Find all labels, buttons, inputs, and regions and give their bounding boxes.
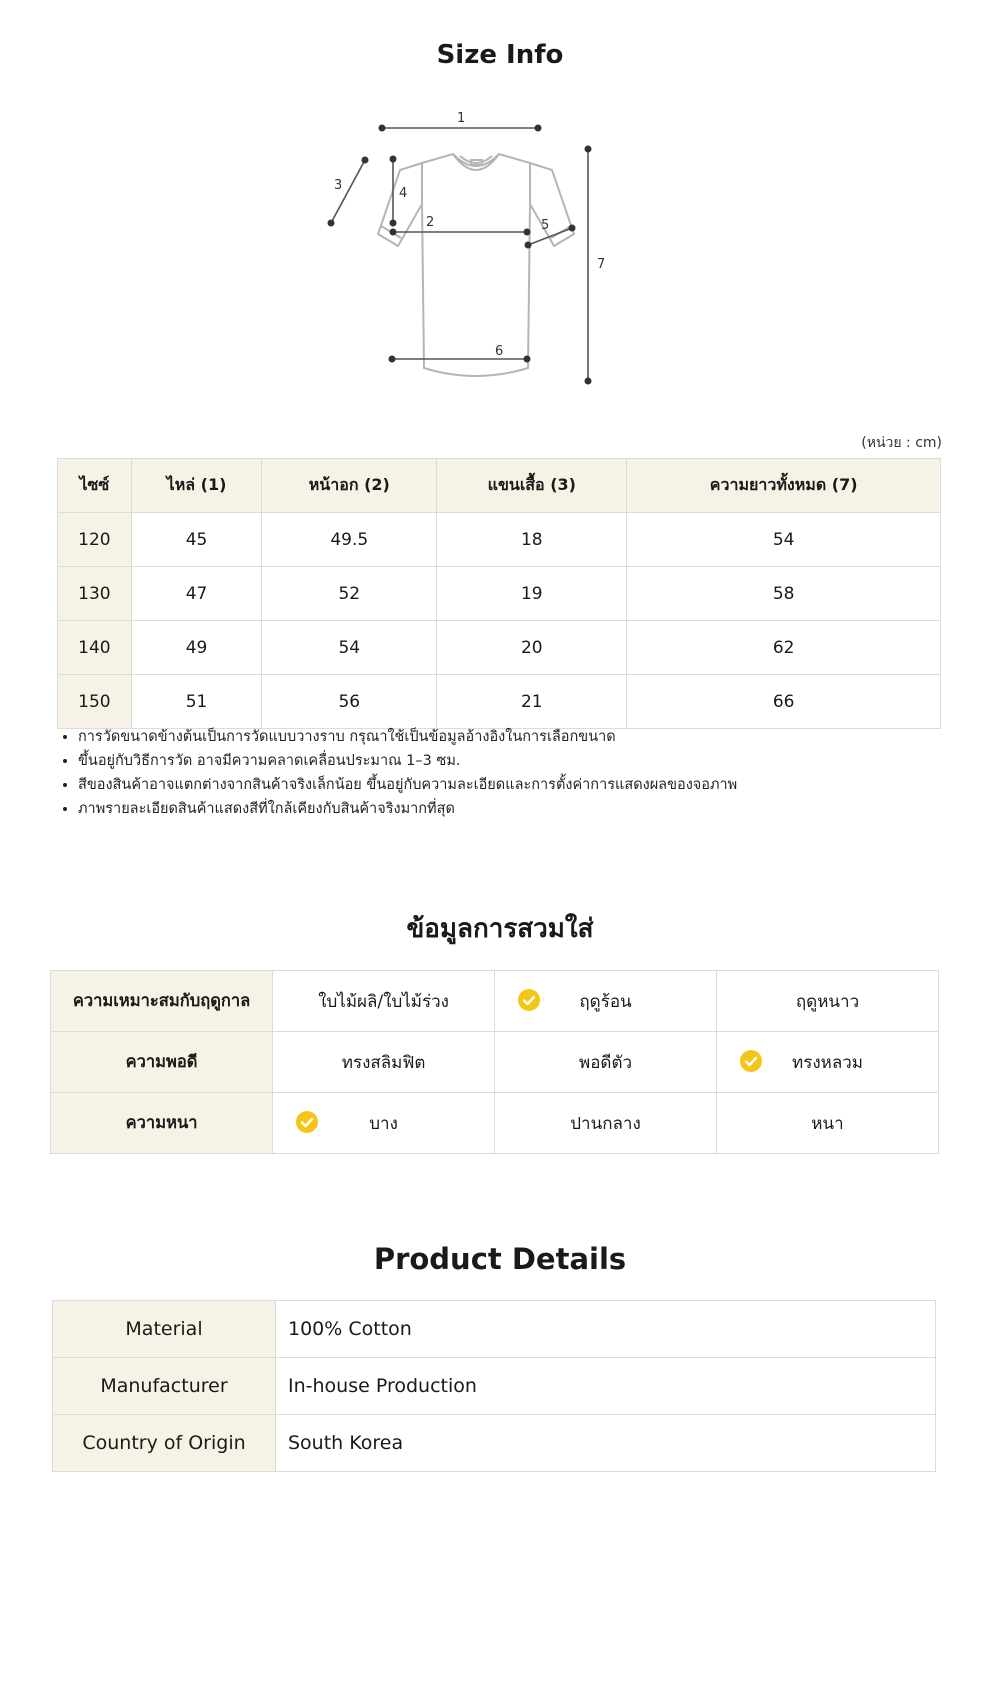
detail-value: South Korea (276, 1415, 936, 1472)
product-details-title: Product Details (373, 1242, 627, 1276)
cell-length: 62 (627, 621, 941, 675)
wear-row-fit (51, 1032, 939, 1093)
header-size: ไซซ์ (58, 459, 132, 513)
option-cell (716, 971, 938, 1032)
wear-info-table (50, 970, 939, 1154)
check-icon (295, 1110, 319, 1134)
option-cell (716, 1032, 938, 1093)
row-label-thickness: ความหนา (51, 1093, 273, 1154)
cell-chest: 54 (262, 621, 437, 675)
option-label: พอดีตัว (579, 1052, 633, 1073)
option-cell (495, 971, 717, 1032)
header-total-length: ความยาวทั้งหมด (7) (627, 459, 941, 513)
header-chest: หน้าอก (2) (262, 459, 437, 513)
cell-shoulder: 51 (131, 675, 262, 729)
size-notes (56, 725, 737, 821)
note-item: • สีของสินค้าอาจแตกต่างจากสินค้าจริงเล็กน้อย ขึ้นอยู่กับความละเอียดและการตั้งค่าการแสดงผลของจอภาพ (78, 773, 737, 797)
note-item: • ขึ้นอยู่กับวิธีการวัด อาจมีความคลาดเคลื่อนประมาณ 1–3 ซม. (78, 749, 737, 773)
option-label: ทรงสลิมฟิต (341, 1052, 426, 1073)
measure-label-5: 5 (541, 218, 550, 233)
cell-shoulder: 49 (131, 621, 262, 675)
header-shoulder: ไหล่ (1) (131, 459, 262, 513)
detail-value: In-house Production (276, 1358, 936, 1415)
option-cell (495, 1032, 717, 1093)
check-icon (739, 1049, 763, 1073)
table-row (58, 513, 941, 567)
detail-value: 100% Cotton (276, 1301, 936, 1358)
table-row (58, 675, 941, 729)
measure-label-6: 6 (495, 344, 504, 359)
cell-size: 150 (58, 675, 132, 729)
tshirt-measurement-diagram (334, 108, 680, 418)
note-item: • ภาพรายละเอียดสินค้าแสดงสีที่ใกล้เคียงกับสินค้าจริงมากที่สุด (78, 797, 737, 821)
option-label: ทรงหลวม (791, 1052, 863, 1073)
option-label: ฤดูหนาว (795, 991, 860, 1012)
cell-shoulder: 47 (131, 567, 262, 621)
row-label-season: ความเหมาะสมกับฤดูกาล (51, 971, 273, 1032)
size-table-header (58, 459, 941, 513)
measure-label-3: 3 (334, 178, 343, 193)
option-label: ปานกลาง (570, 1113, 641, 1134)
option-label: ใบไม้ผลิ/ใบไม้ร่วง (318, 991, 449, 1012)
cell-size: 130 (58, 567, 132, 621)
table-row (53, 1415, 936, 1472)
wear-row-thickness (51, 1093, 939, 1154)
unit-label: (หน่วย : cm) (861, 435, 942, 451)
cell-length: 54 (627, 513, 941, 567)
cell-length: 66 (627, 675, 941, 729)
row-label-fit: ความพอดี (51, 1032, 273, 1093)
cell-shoulder: 45 (131, 513, 262, 567)
measure-label-2: 2 (426, 215, 435, 230)
size-table (57, 458, 941, 729)
wear-row-season (51, 971, 939, 1032)
table-row (58, 567, 941, 621)
detail-key: Material (53, 1301, 276, 1358)
cell-sleeve: 20 (437, 621, 627, 675)
cell-sleeve: 18 (437, 513, 627, 567)
option-label: ฤดูร้อน (579, 991, 632, 1012)
cell-sleeve: 19 (437, 567, 627, 621)
cell-size: 140 (58, 621, 132, 675)
cell-chest: 52 (262, 567, 437, 621)
header-sleeve: แขนเสื้อ (3) (437, 459, 627, 513)
tshirt-outline (378, 154, 574, 376)
cell-size: 120 (58, 513, 132, 567)
option-cell (495, 1093, 717, 1154)
measure-label-4: 4 (399, 186, 408, 201)
cell-chest: 49.5 (262, 513, 437, 567)
wear-info-title: ข้อมูลการสวมใส่ (406, 914, 594, 944)
option-label: หนา (811, 1113, 844, 1134)
check-icon (517, 988, 541, 1012)
detail-key: Country of Origin (53, 1415, 276, 1472)
measure-label-1: 1 (457, 111, 466, 126)
table-row (53, 1301, 936, 1358)
table-row (53, 1358, 936, 1415)
measurement-lines (331, 128, 588, 381)
product-details-table (52, 1300, 936, 1472)
cell-chest: 56 (262, 675, 437, 729)
option-label: บาง (369, 1113, 398, 1134)
measurement-points (328, 125, 592, 385)
cell-length: 58 (627, 567, 941, 621)
size-info-title: Size Info (436, 40, 564, 70)
measure-label-7: 7 (597, 257, 606, 272)
note-item: • การวัดขนาดข้างต้นเป็นการวัดแบบวางราบ กรุณาใช้เป็นข้อมูลอ้างอิงในการเลือกขนาด (78, 725, 737, 749)
option-cell (273, 971, 495, 1032)
option-cell (716, 1093, 938, 1154)
option-cell (273, 1032, 495, 1093)
option-cell (273, 1093, 495, 1154)
table-row (58, 621, 941, 675)
detail-key: Manufacturer (53, 1358, 276, 1415)
cell-sleeve: 21 (437, 675, 627, 729)
